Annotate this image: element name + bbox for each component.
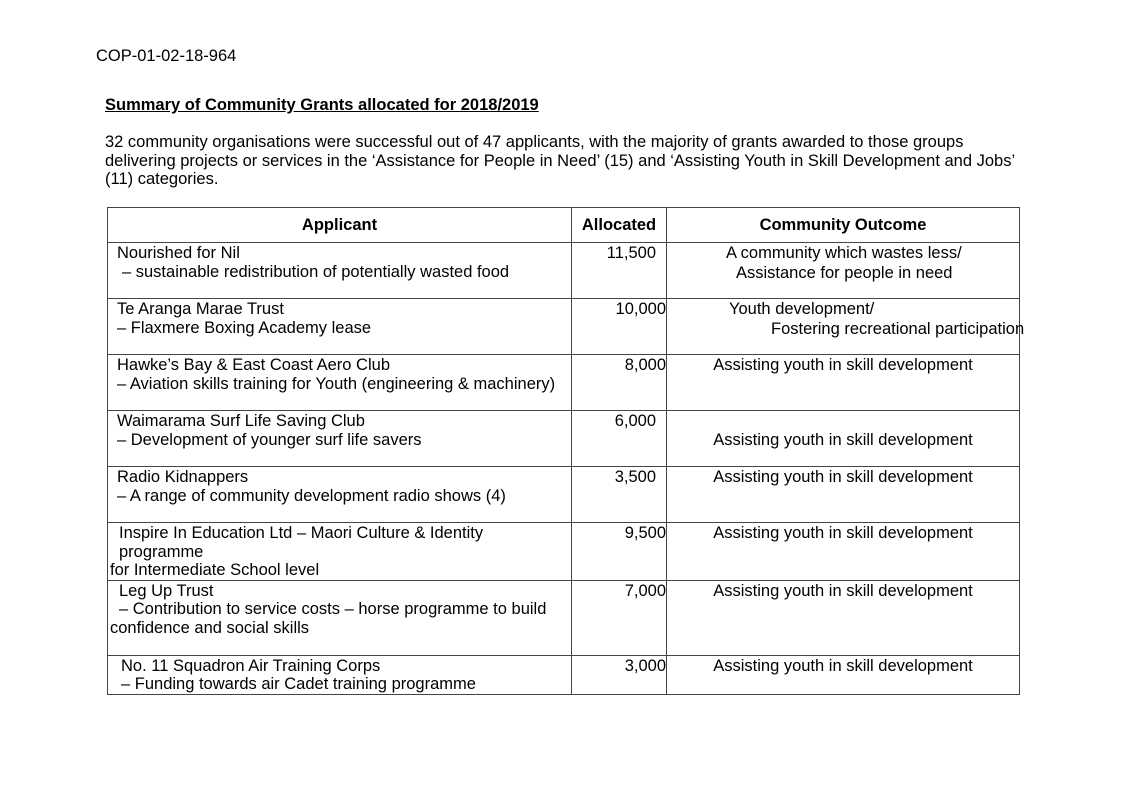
allocated-cell — [572, 411, 667, 467]
applicant-cell — [108, 655, 572, 694]
applicant-cell — [108, 299, 572, 355]
outcome-cell — [667, 355, 1020, 411]
outcome-cell — [667, 655, 1020, 694]
allocated-cell — [572, 355, 667, 411]
applicant-name: Hawke’s Bay & East Coast Aero Club — [117, 356, 390, 374]
table-row — [108, 243, 1020, 299]
table-header-row — [108, 208, 1020, 243]
allocated-cell — [572, 580, 667, 655]
applicant-description: – Flaxmere Boxing Academy lease — [117, 318, 372, 337]
allocated-amount: 7,000 — [624, 581, 666, 600]
outcome-text: Fostering recreational participation — [771, 319, 1025, 338]
outcome-text: A community which wastes less/ — [726, 244, 962, 262]
outcome-cell — [667, 411, 1020, 467]
outcome-text: Assisting youth in skill development — [713, 524, 973, 542]
applicant-cell — [108, 580, 572, 655]
outcome-cell — [667, 243, 1020, 299]
header-allocated: Allocated — [572, 208, 667, 243]
outcome-text: Assistance for people in need — [736, 263, 953, 282]
allocated-amount: 9,500 — [624, 524, 666, 542]
intro-paragraph: 32 community organisations were successful out of 47 applicants, with the majority of grants awarded to those groups delivering projects or services in the ‘Assistance for People in Need’ (15) and ‘Assisting Youth in Skill Development and Jobs’ (11) categories. — [105, 133, 1015, 188]
applicant-cell — [108, 523, 572, 581]
applicant-description: confidence and social skills — [110, 618, 310, 637]
applicant-name: Waimarama Surf Life Saving Club — [117, 412, 365, 430]
applicant-cell — [108, 467, 572, 523]
header-community-outcome: Community Outcome — [667, 208, 1020, 243]
document-reference: COP-01-02-18-964 — [96, 47, 237, 65]
table-row — [108, 580, 1020, 655]
table-row — [108, 655, 1020, 694]
grants-table — [107, 207, 1025, 695]
allocated-amount: 11,500 — [606, 244, 656, 262]
allocated-cell — [572, 655, 667, 694]
table-row — [108, 411, 1020, 467]
outcome-cell — [667, 580, 1020, 655]
allocated-cell — [572, 243, 667, 299]
outcome-text: Assisting youth in skill development — [713, 430, 973, 449]
applicant-name: Te Aranga Marae Trust — [117, 300, 284, 318]
applicant-description: for Intermediate School level — [110, 561, 320, 579]
applicant-description: – sustainable redistribution of potentially wasted food — [122, 262, 510, 281]
applicant-cell — [108, 411, 572, 467]
applicant-name: Inspire In Education Ltd – Maori Culture & Identity programme — [119, 524, 484, 561]
allocated-amount: 6,000 — [614, 412, 656, 430]
allocated-amount: 3,000 — [624, 656, 666, 675]
applicant-description: – Funding towards air Cadet training programme — [121, 675, 476, 693]
allocated-amount: 10,000 — [615, 300, 666, 318]
outcome-text: Assisting youth in skill development — [713, 356, 973, 374]
applicant-description: – Contribution to service costs – horse programme to build — [119, 600, 547, 618]
outcome-cell — [667, 467, 1020, 523]
table-row — [108, 299, 1020, 355]
table-row — [108, 355, 1020, 411]
table-row — [108, 523, 1020, 581]
applicant-description: – Development of younger surf life savers — [117, 430, 422, 449]
applicant-description: – A range of community development radio shows (4) — [117, 486, 506, 505]
applicant-cell — [108, 243, 572, 299]
allocated-cell — [572, 523, 667, 581]
applicant-name: Radio Kidnappers — [117, 468, 249, 486]
applicant-name: No. 11 Squadron Air Training Corps — [121, 656, 381, 675]
outcome-text: Youth development/ — [729, 300, 875, 318]
applicant-description: – Aviation skills training for Youth (engineering & machinery) — [117, 374, 556, 393]
applicant-cell — [108, 355, 572, 411]
outcome-text: Assisting youth in skill development — [713, 581, 973, 600]
outcome-text: Assisting youth in skill development — [713, 656, 973, 675]
header-applicant: Applicant — [108, 208, 572, 243]
allocated-cell — [572, 299, 667, 355]
allocated-amount: 3,500 — [614, 468, 656, 486]
allocated-cell — [572, 467, 667, 523]
applicant-name: Nourished for Nil — [117, 244, 240, 262]
outcome-cell — [667, 299, 1025, 355]
table-row — [108, 467, 1020, 523]
document-title: Summary of Community Grants allocated for 2018/2019 — [105, 96, 539, 114]
allocated-amount: 8,000 — [624, 356, 666, 374]
outcome-text: Assisting youth in skill development — [713, 468, 973, 486]
outcome-cell — [667, 523, 1020, 581]
applicant-name: Leg Up Trust — [119, 581, 214, 600]
